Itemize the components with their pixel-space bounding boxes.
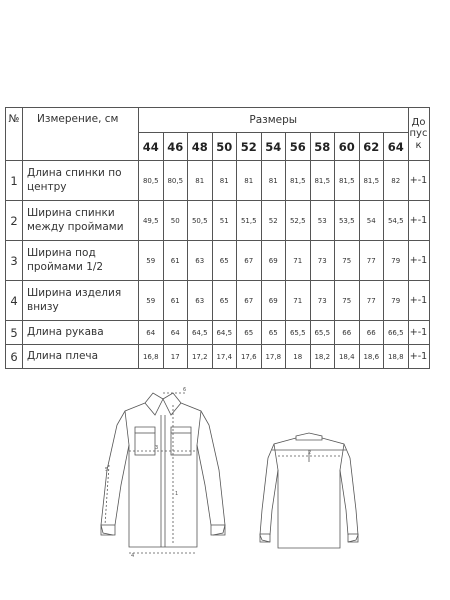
front-label: 6: [183, 387, 187, 393]
shirt-back-diagram: [258, 430, 360, 555]
header-num: №: [6, 108, 23, 161]
tolerance-cell: +-1: [408, 201, 429, 241]
size-table: [5, 107, 430, 369]
front-label: 4: [131, 553, 135, 559]
size-value-cell: 50,5: [188, 201, 213, 241]
size-value-cell: 59: [139, 281, 164, 321]
size-header: 56: [286, 133, 311, 161]
size-value-cell: 79: [384, 241, 409, 281]
table-row: [6, 161, 430, 201]
size-value-cell: 81,5: [310, 161, 335, 201]
row-measurement-label: Ширина спинки между проймами: [23, 201, 139, 241]
size-value-cell: 81: [212, 161, 237, 201]
row-measurement-label: Ширина изделия внизу: [23, 281, 139, 321]
front-label: 5: [105, 467, 109, 473]
size-value-cell: 59: [139, 241, 164, 281]
row-number: 4: [6, 281, 23, 321]
table-row: [6, 345, 430, 369]
size-value-cell: 18,2: [310, 345, 335, 369]
size-value-cell: 81: [188, 161, 213, 201]
size-value-cell: 54: [359, 201, 384, 241]
size-value-cell: 61: [163, 281, 188, 321]
size-header: 54: [261, 133, 286, 161]
size-value-cell: 64: [139, 321, 164, 345]
tolerance-cell: +-1: [408, 345, 429, 369]
size-header: 44: [139, 133, 164, 161]
tolerance-cell: +-1: [408, 321, 429, 345]
table-row: [6, 241, 430, 281]
size-header: 52: [237, 133, 262, 161]
table-row: [6, 201, 430, 241]
size-value-cell: 53,5: [335, 201, 360, 241]
header-tolerance-line: пус: [409, 128, 428, 140]
size-value-cell: 49,5: [139, 201, 164, 241]
size-value-cell: 73: [310, 281, 335, 321]
size-value-cell: 66,5: [384, 321, 409, 345]
size-header: 48: [188, 133, 213, 161]
header-tolerance-line: к: [415, 139, 422, 151]
size-value-cell: 17,2: [188, 345, 213, 369]
size-value-cell: 81: [261, 161, 286, 201]
size-value-cell: 50: [163, 201, 188, 241]
size-value-cell: 81,5: [286, 161, 311, 201]
tolerance-cell: +-1: [408, 281, 429, 321]
row-measurement-label: Длина рукава: [23, 321, 139, 345]
size-value-cell: 51,5: [237, 201, 262, 241]
row-number: 3: [6, 241, 23, 281]
table-body: [6, 161, 430, 369]
shirt-front-diagram: [95, 385, 230, 560]
size-value-cell: 18,6: [359, 345, 384, 369]
tolerance-cell: +-1: [408, 241, 429, 281]
size-value-cell: 64,5: [188, 321, 213, 345]
size-value-cell: 65,5: [310, 321, 335, 345]
size-value-cell: 80,5: [163, 161, 188, 201]
header-tolerance-line: До: [411, 116, 426, 128]
header-tolerance: [408, 108, 429, 161]
size-value-cell: 65,5: [286, 321, 311, 345]
row-number: 1: [6, 161, 23, 201]
size-value-cell: 16,8: [139, 345, 164, 369]
size-value-cell: 69: [261, 241, 286, 281]
size-value-cell: 65: [261, 321, 286, 345]
size-value-cell: 52,5: [286, 201, 311, 241]
size-header: 58: [310, 133, 335, 161]
size-value-cell: 73: [310, 241, 335, 281]
size-value-cell: 17,4: [212, 345, 237, 369]
size-value-cell: 81,5: [359, 161, 384, 201]
size-value-cell: 18: [286, 345, 311, 369]
size-value-cell: 81,5: [335, 161, 360, 201]
row-measurement-label: Длина плеча: [23, 345, 139, 369]
row-measurement-label: Ширина под проймами 1/2: [23, 241, 139, 281]
size-value-cell: 66: [359, 321, 384, 345]
table-row: [6, 321, 430, 345]
size-value-cell: 77: [359, 281, 384, 321]
size-value-cell: 63: [188, 281, 213, 321]
size-header: 64: [384, 133, 409, 161]
size-value-cell: 52: [261, 201, 286, 241]
size-header: 62: [359, 133, 384, 161]
header-measurement: Измерение, см: [23, 108, 139, 161]
size-value-cell: 53: [310, 201, 335, 241]
size-value-cell: 17,8: [261, 345, 286, 369]
tolerance-cell: +-1: [408, 161, 429, 201]
table-row: [6, 281, 430, 321]
size-value-cell: 77: [359, 241, 384, 281]
size-value-cell: 17,6: [237, 345, 262, 369]
size-header: 46: [163, 133, 188, 161]
size-header: 60: [335, 133, 360, 161]
size-value-cell: 65: [212, 241, 237, 281]
front-label: 3: [155, 445, 159, 451]
back-label: 2: [308, 450, 312, 456]
front-label: 1: [175, 491, 179, 497]
size-value-cell: 69: [261, 281, 286, 321]
size-value-cell: 18,8: [384, 345, 409, 369]
row-measurement-label: Длина спинки по центру: [23, 161, 139, 201]
size-value-cell: 64,5: [212, 321, 237, 345]
size-value-cell: 51: [212, 201, 237, 241]
size-value-cell: 81: [237, 161, 262, 201]
size-value-cell: 71: [286, 281, 311, 321]
size-value-cell: 75: [335, 281, 360, 321]
size-value-cell: 80,5: [139, 161, 164, 201]
row-number: 2: [6, 201, 23, 241]
size-value-cell: 64: [163, 321, 188, 345]
row-number: 6: [6, 345, 23, 369]
size-value-cell: 67: [237, 281, 262, 321]
size-value-cell: 65: [212, 281, 237, 321]
size-value-cell: 61: [163, 241, 188, 281]
size-value-cell: 18,4: [335, 345, 360, 369]
size-header: 50: [212, 133, 237, 161]
header-sizes: Размеры: [139, 108, 409, 133]
size-value-cell: 17: [163, 345, 188, 369]
size-value-cell: 79: [384, 281, 409, 321]
row-number: 5: [6, 321, 23, 345]
size-value-cell: 66: [335, 321, 360, 345]
size-value-cell: 71: [286, 241, 311, 281]
size-value-cell: 82: [384, 161, 409, 201]
size-value-cell: 63: [188, 241, 213, 281]
size-value-cell: 75: [335, 241, 360, 281]
size-value-cell: 54,5: [384, 201, 409, 241]
size-value-cell: 67: [237, 241, 262, 281]
size-value-cell: 65: [237, 321, 262, 345]
